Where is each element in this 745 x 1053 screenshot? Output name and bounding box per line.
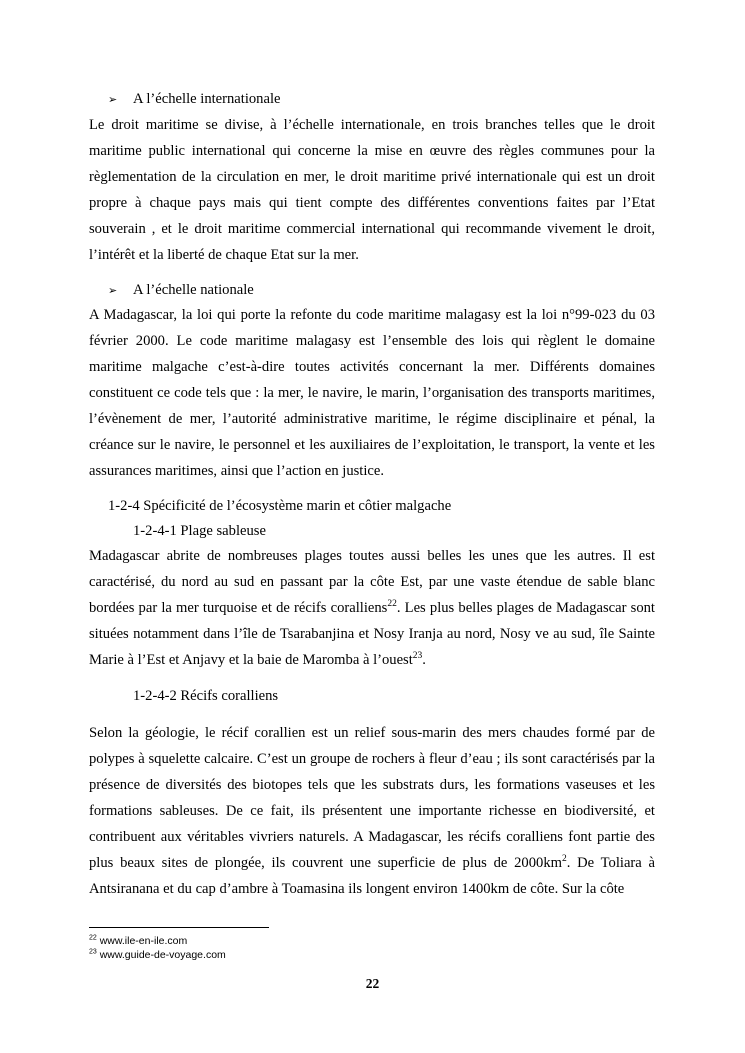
heading-1-2-4-1: 1-2-4-1 Plage sableuse <box>133 523 266 539</box>
heading-international <box>108 90 281 109</box>
footnote-number: 22 <box>89 934 97 942</box>
footnote-23 <box>89 948 226 962</box>
paragraph-text: . Les plus belles plages de Madagascar sont situées notamment dans l’île de Tsarabanjina et Nosy Iranja au nord, Nosy ve au sud, île Sainte Marie à l’Est et Anjavy et la baie de Maromba à l’ouest <box>89 600 655 668</box>
page-number: 22 <box>365 976 380 991</box>
superscript-2: 2 <box>561 854 567 865</box>
arrow-bullet-icon: ➢ <box>108 284 118 297</box>
footnote-number: 23 <box>89 948 97 956</box>
heading-national-text: A l’échelle nationale <box>133 282 254 298</box>
paragraph-text: Madagascar abrite de nombreuses plages toutes aussi belles les unes que les autres. Il est caractérisé, du nord au sud en passant par la côte Est, par une vaste étendue de sable blanc bordées par la mer turquoise et de récifs coralliens <box>89 548 655 616</box>
paragraph-national: A Madagascar, la loi qui porte la refonte du code maritime malagasy est la loi n°99-023 du 03 février 2000. Le code maritime malagasy est l’ensemble des lois qui règlent le domaine maritime malgache c’est-à-dire toutes activités concernant la mer. Différents domaines constituent ce code tels que : la mer, le navire, le marin, l’organisation des transports maritimes, l’évènement de mer, l’autorité administrative maritime, le régime disciplinaire et pénal, la créance sur le navire, le personnel et les auxiliaires de l’exploitation, le transport, la vente et les assurances maritimes, ainsi que l’action en justice. <box>89 307 655 479</box>
footnote-ref-23[interactable]: 23 <box>412 651 423 662</box>
heading-international-text: A l’échelle internationale <box>133 91 281 107</box>
paragraph-recifs-coralliens <box>89 720 655 902</box>
paragraph-text: Selon la géologie, le récif corallien est un relief sous-marin des mers chaudes formé par de polypes à squelette calcaire. C’est un groupe de rochers à fleur d’eau ; ils sont caractérisés par la présence de diversités des biotopes tels que les substrats durs, les formations vaseuses et les formations sableuses. De ce fait, ils présentent une importante richesse en biodiversité, et contribuent aux véritables vivriers naturels. A Madagascar, les récifs coralliens font partie des plus beaux sites de plongée, ils couvrent une superficie de plus de 2000km <box>89 725 655 871</box>
footnote-link[interactable]: www.guide-de-voyage.com <box>99 949 226 961</box>
footnote-separator <box>89 927 269 928</box>
footnote-link[interactable]: www.ile-en-ile.com <box>99 935 188 947</box>
footnote-ref-22[interactable]: 22 <box>387 599 397 610</box>
paragraph-text: . <box>422 652 426 668</box>
arrow-bullet-icon: ➢ <box>108 93 118 106</box>
paragraph-text: . De Toliara à Antsiranana et du cap d’ambre à Toamasina ils longent environ 1400km de côte. Sur la côte <box>89 855 655 897</box>
footnote-22 <box>89 934 187 948</box>
paragraph-international: Le droit maritime se divise, à l’échelle internationale, en trois branches telles que le droit maritime public international qui concerne la mise en œuvre des règles communes pour la règlementation de la circulation en mer, le droit maritime privé internationale qui est un droit propre à chaque pays mais qui tient compte des différentes conventions faites par l’Etat souverain , et le droit maritime commercial international qui recommande vivement le droit, l’intérêt et la liberté de chaque Etat sur la mer. <box>89 117 655 263</box>
heading-1-2-4: 1-2-4 Spécificité de l’écosystème marin et côtier malgache <box>108 498 452 514</box>
paragraph-plage-sableuse <box>89 543 655 673</box>
heading-national <box>108 281 254 300</box>
heading-1-2-4-2: 1-2-4-2 Récifs coralliens <box>133 688 279 704</box>
